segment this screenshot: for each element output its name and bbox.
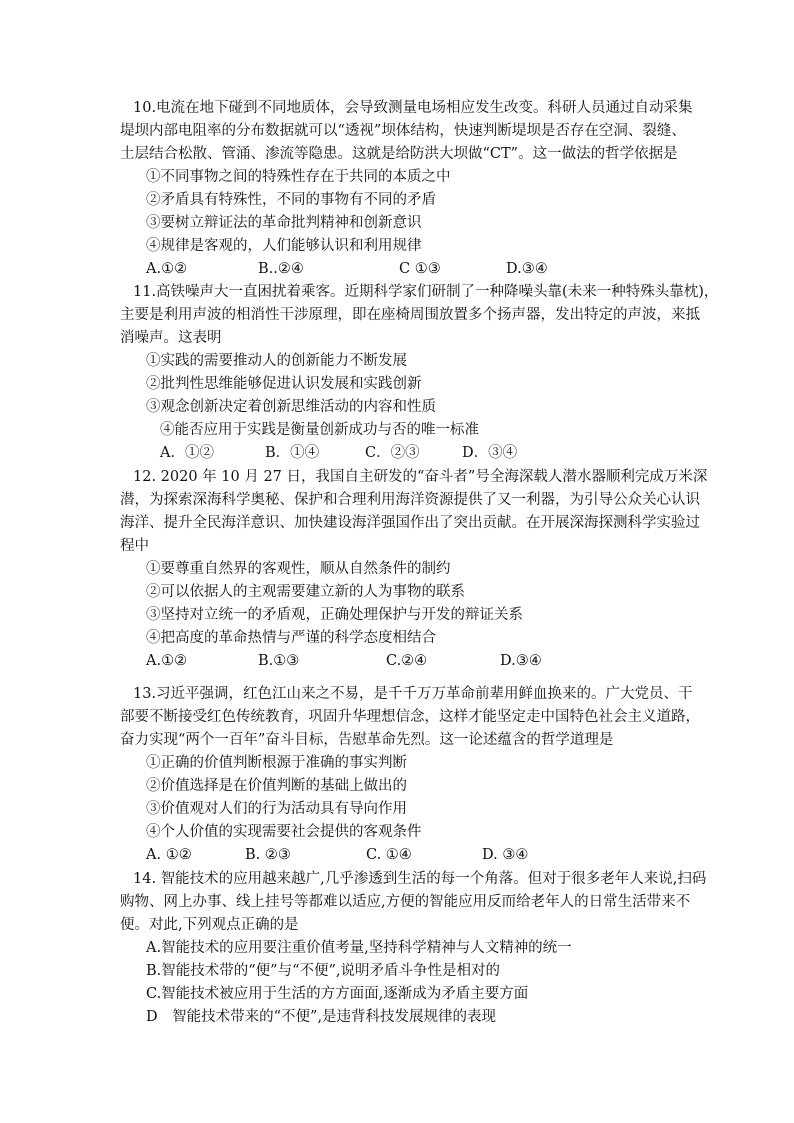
- q12-answer-c: C.②④: [386, 653, 428, 669]
- q13-option-3: ③价值观对人们的行为活动具有导向作用: [146, 801, 407, 817]
- q10-option-1: ①不同事物之间的特殊性存在于共同的本质之中: [146, 169, 451, 185]
- q13-option-2: ②价值选择是在价值判断的基础上做出的: [146, 778, 407, 794]
- q11-answer-d: D．③④: [462, 445, 518, 461]
- q10-line-2: 堤坝内部电阻率的分布数据就可以“透视”坝体结构，快速判断堤坝是否存在空洞、裂缝、: [120, 123, 686, 139]
- q11-option-3: ③观念创新决定着创新思维活动的内容和性质: [146, 399, 436, 415]
- q11-option-1: ①实践的需要推动人的创新能力不断发展: [146, 353, 407, 369]
- q10-option-2: ②矛盾具有特殊性，不同的事物有不同的矛盾: [146, 192, 436, 208]
- q13-line-1: 13.习近平强调，红色江山来之不易，是千千万万革命前辈用鲜血换来的。广大党员、干: [133, 686, 693, 702]
- q13-answer-d: D. ③④: [482, 847, 529, 863]
- q11-line-2: 主要是利用声波的相消性干涉原理，即在座椅周围放置多个扬声器，发出特定的声波，来抵: [120, 307, 700, 323]
- q11-option-2: ②批判性思维能够促进认识发展和实践创新: [146, 376, 422, 392]
- q12-answer-a: A.①②: [146, 653, 188, 669]
- q10-option-4: ④规律是客观的，人们能够认识和利用规律: [146, 238, 422, 254]
- q11-answer-c: C．②③: [365, 445, 420, 461]
- q12-line-3: 海洋、提升全民海洋意识、加快建设海洋强国作出了突出贡献。在开展深海探测科学实验过: [120, 515, 700, 531]
- q11-answer-b: B．①④: [265, 445, 320, 461]
- q12-line-1: 12. 2020 年 10 月 27 日，我国自主研发的“奋斗者”号全海深载人潜水器顺利完成万米深: [133, 469, 708, 485]
- q11-answer-a: A．①②: [160, 445, 214, 461]
- q11-line-3: 消噪声。这表明: [120, 330, 222, 346]
- q12-answer-d: D.③④: [500, 653, 542, 669]
- q12-answer-b: B.①③: [258, 653, 300, 669]
- q14-option-b: B.智能技术带的“便”与“不便”,说明矛盾斗争性是相对的: [146, 963, 501, 979]
- q10-line-3: 土层结合松散、管涌、渗流等隐患。这就是给防洪大坝做“CT”。这一做法的哲学依据是: [120, 146, 678, 162]
- q13-answer-b: B. ②③: [245, 847, 291, 863]
- q12-option-3: ③坚持对立统一的矛盾观，正确处理保护与开发的辩证关系: [146, 607, 523, 623]
- q14-line-1: 14. 智能技术的应用越来越广,几乎渗透到生活的每一个角落。但对于很多老年人来说,扫码: [133, 871, 707, 887]
- q10-answer-d: D.③④: [506, 261, 548, 277]
- q10-answer-a: A.①②: [146, 261, 188, 277]
- q13-line-3: 奋力实现“两个一百年”奋斗目标，告慰革命先烈。这一论述蕴含的哲学道理是: [120, 732, 614, 748]
- q13-option-1: ①正确的价值判断根源于准确的事实判断: [146, 755, 407, 771]
- q10-option-3: ③要树立辩证法的革命批判精神和创新意识: [146, 215, 422, 231]
- q10-answer-b: B..②④: [258, 261, 304, 277]
- q14-option-d: D 智能技术带来的“不便”,是违背科技发展规律的表现: [146, 1009, 497, 1025]
- q13-answer-a: A. ①②: [146, 847, 192, 863]
- q10-answer-c: C ①③: [399, 261, 441, 277]
- q11-option-4: ④能否应用于实践是衡量创新成功与否的唯一标准: [160, 422, 479, 438]
- q12-line-2: 潜，为探索深海科学奥秘、保护和合理利用海洋资源提供了又一利器，为引导公众关心认识: [120, 492, 700, 508]
- q13-line-2: 部要不断接受红色传统教育，巩固升华理想信念，这样才能坚定走中国特色社会主义道路，: [120, 709, 700, 725]
- q11-line-1: 11.高铁噪声大一直困扰着乘客。近期科学家们研制了一种降噪头靠(未来一种特殊头靠枕)，: [133, 284, 719, 300]
- q13-option-4: ④个人价值的实现需要社会提供的客观条件: [146, 824, 422, 840]
- q14-option-a: A.智能技术的应用要注重价值考量,坚持科学精神与人文精神的统一: [146, 940, 572, 956]
- q10-line-1: 10.电流在地下碰到不同地质体，会导致测量电场相应发生改变。科研人员通过自动采集: [133, 100, 693, 116]
- q13-answer-c: C. ①④: [366, 847, 412, 863]
- q12-option-1: ①要尊重自然界的客观性，顺从自然条件的制约: [146, 561, 451, 577]
- q14-option-c: C.智能技术被应用于生活的方方面面,逐渐成为矛盾主要方面: [146, 986, 529, 1002]
- q12-option-4: ④把高度的革命热情与严谨的科学态度相结合: [146, 630, 436, 646]
- q12-line-4: 程中: [120, 538, 149, 554]
- q14-line-2: 购物、网上办事、线上挂号等都难以适应,方便的智能应用反而给老年人的日常生活带来不: [120, 894, 691, 910]
- q12-option-2: ②可以依据人的主观需要建立新的人为事物的联系: [146, 584, 465, 600]
- q14-line-3: 便。对此,下列观点正确的是: [120, 917, 299, 933]
